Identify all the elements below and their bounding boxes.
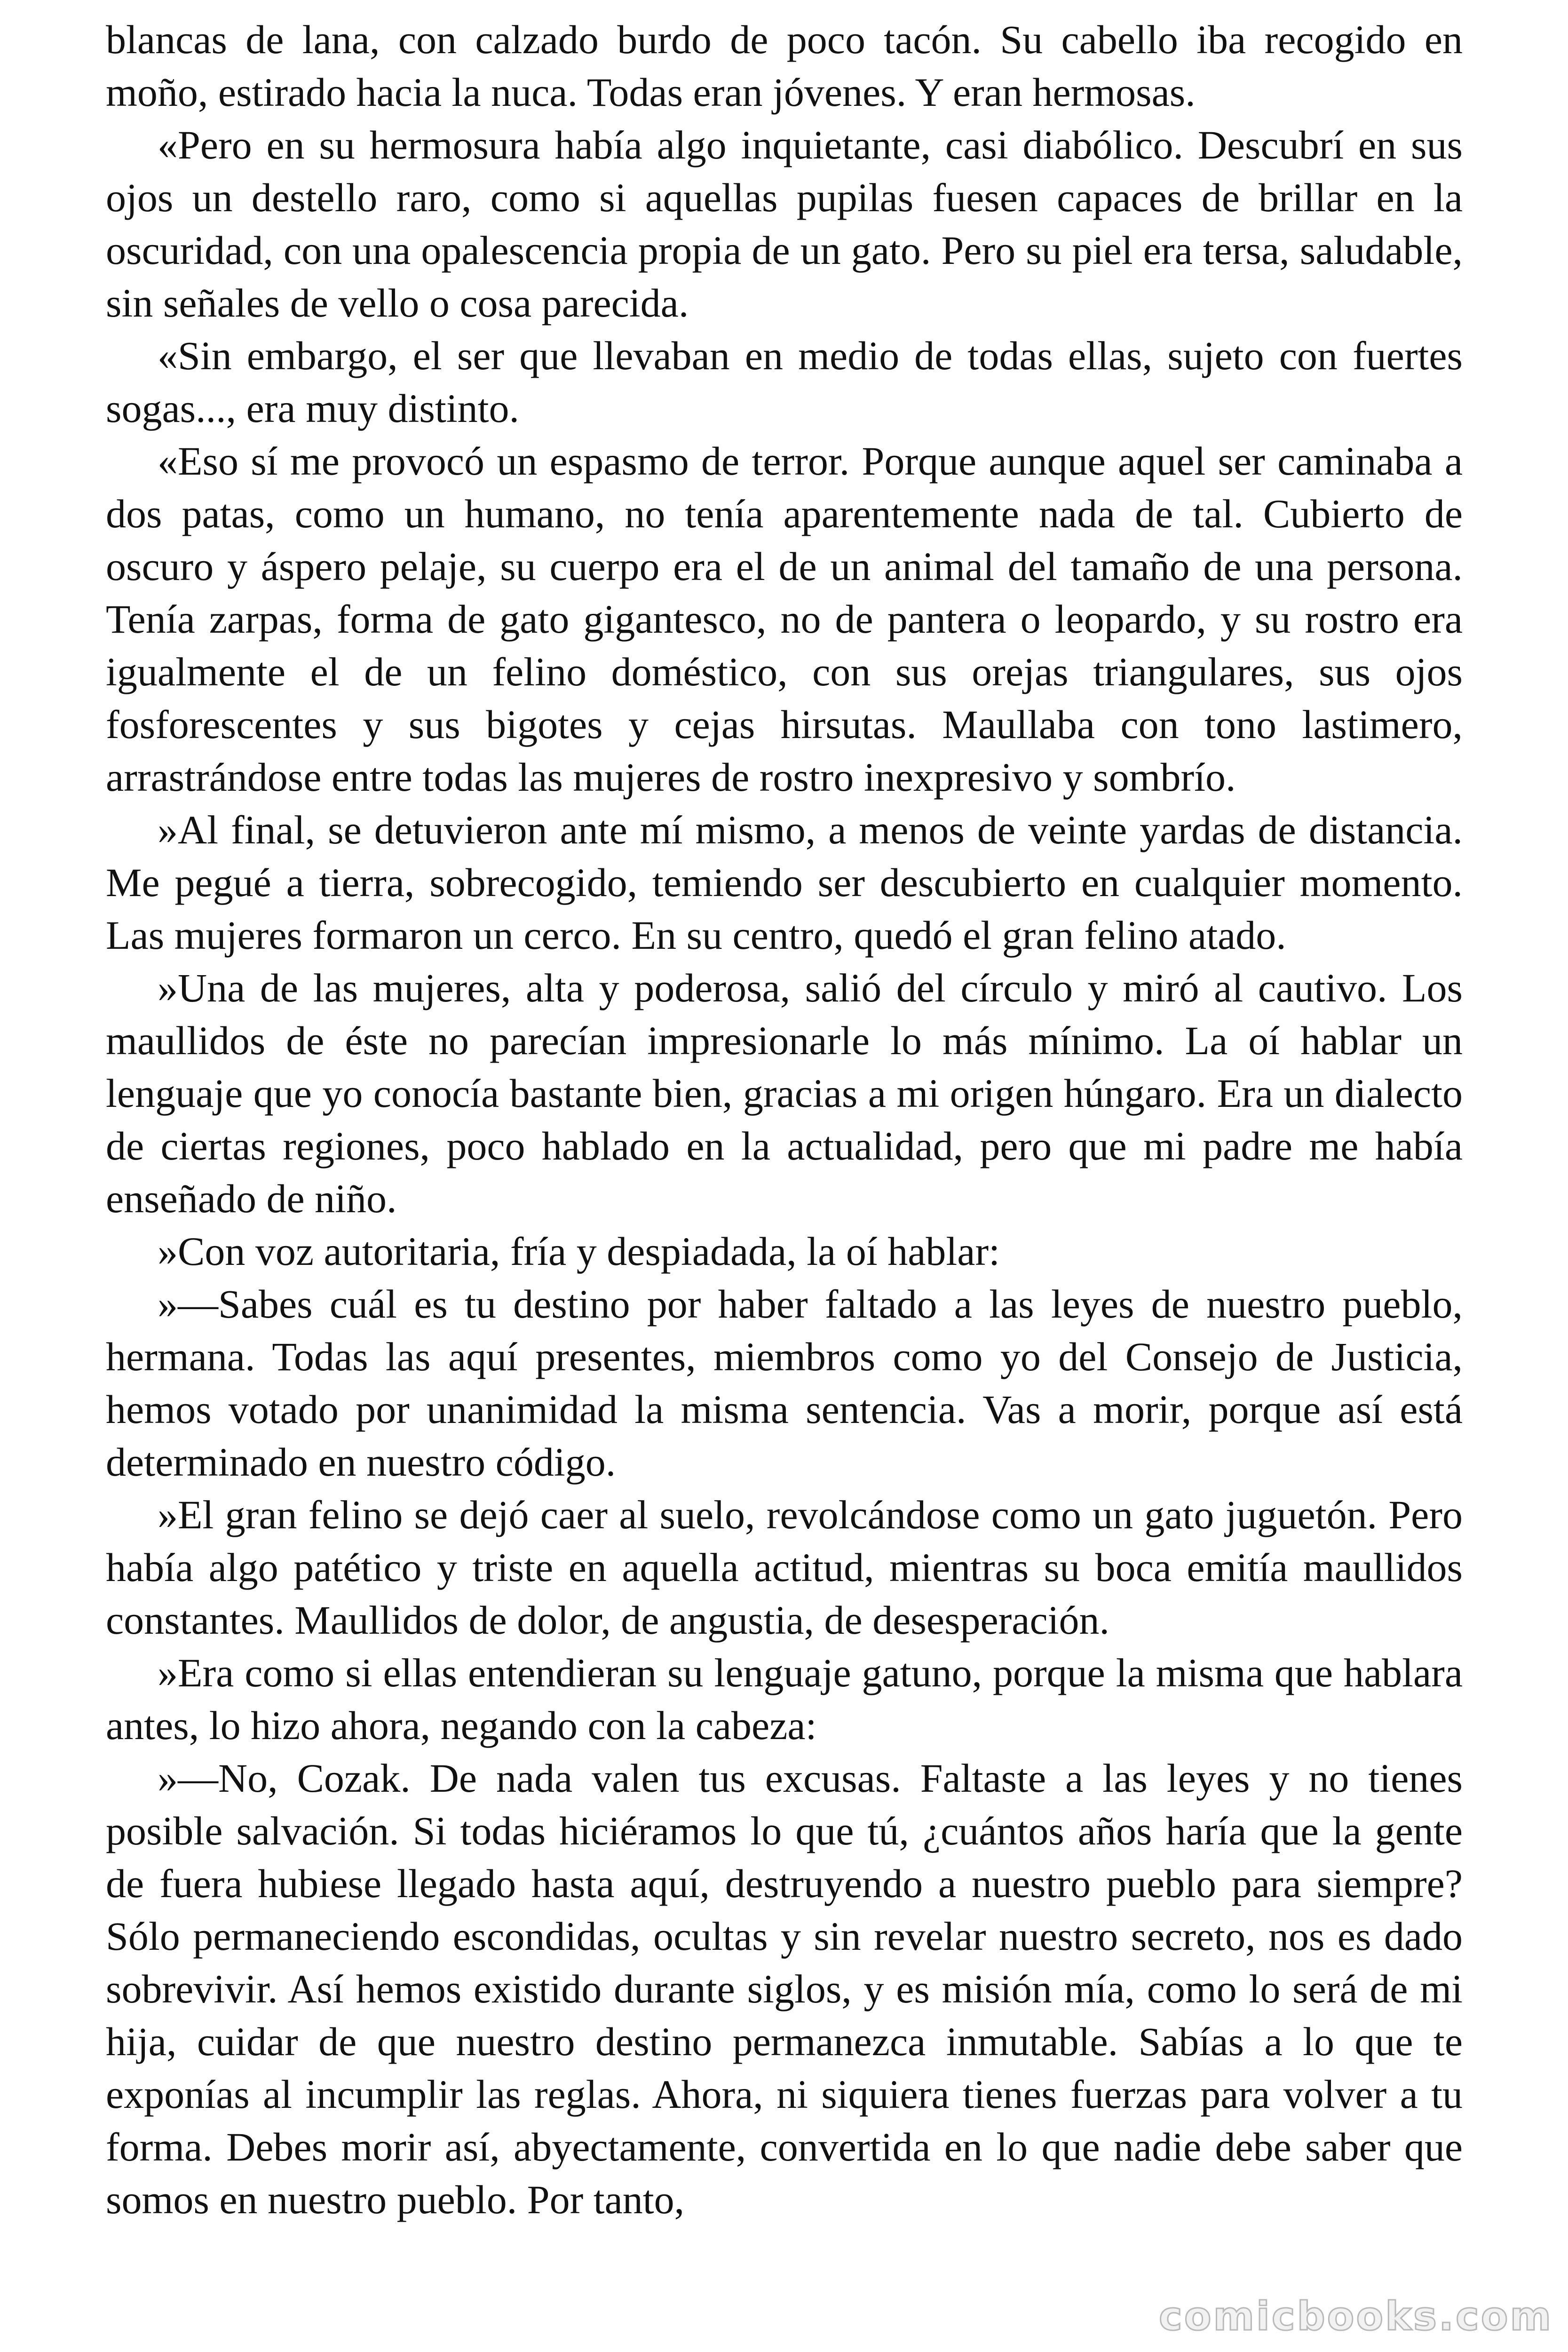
paragraph-continuation: blancas de lana, con calzado burdo de poco tacón. Su cabello iba recogido en moño, estirado hacia la nuca. Todas eran jóvenes. Y eran hermosas. — [106, 17, 1463, 115]
paragraph: «Sin embargo, el ser que llevaban en medio de todas ellas, sujeto con fuertes sogas..., era muy distinto. — [106, 333, 1463, 431]
paragraph: «Pero en su hermosura había algo inquietante, casi diabólico. Descubrí en sus ojos un destello raro, como si aquellas pupilas fuesen capaces de brillar en la oscuridad, con una opalescencia propia de un gato. Pero su piel era tersa, saludable, sin señales de vello o cosa parecida. — [106, 122, 1463, 326]
paragraph: »Al final, se detuvieron ante mí mismo, a menos de veinte yardas de distancia. Me pegué a tierra, sobrecogido, temiendo ser descubierto en cualquier momento. Las mujeres formaron un cerco. En su centro, quedó el gran felino atado. — [106, 807, 1463, 958]
paragraph: »Era como si ellas entendieran su lenguaje gatuno, porque la misma que hablara antes, lo hizo ahora, negando con la cabeza: — [106, 1650, 1463, 1748]
paragraph: »El gran felino se dejó caer al suelo, revolcándose como un gato juguetón. Pero había algo patético y triste en aquella actitud, mientras su boca emitía maullidos constantes. Maullidos de dolor, de angustia, de desesperación. — [106, 1492, 1463, 1643]
paragraph: »—Sabes cuál es tu destino por haber faltado a las leyes de nuestro pueblo, hermana. Todas las aquí presentes, miembros como yo del Consejo de Justicia, hemos votado por unanimidad la misma sentencia. Vas a morir, porque así está determinado en nuestro código. — [106, 1281, 1463, 1485]
paragraph: »Con voz autoritaria, fría y despiadada, la oí hablar: — [158, 1229, 1000, 1274]
body-text — [106, 13, 1463, 2226]
paragraph: »—No, Cozak. De nada valen tus excusas. Faltaste a las leyes y no tienes posible salvación. Si todas hiciéramos lo que tú, ¿cuántos años haría que la gente de fuera hubiese llegado hasta aquí, destruyendo a nuestro pueblo para siempre? Sólo permaneciendo escondidas, ocultas y sin revelar nuestro secreto, nos es dado sobrevivir. Así hemos existido durante siglos, y es misión mía, como lo será de mi hija, cuidar de que nuestro destino permanezca inmutable. Sabías a lo que te exponías al incumplir las reglas. Ahora, ni siquiera tienes fuerzas para volver a tu forma. Debes morir así, abyectamente, convertida en lo que nadie debe saber que somos en nuestro pueblo. Por tanto, — [106, 1756, 1463, 2222]
watermark-logo: comicbooks.com — [1159, 2293, 1553, 2339]
paragraph: «Eso sí me provocó un espasmo de terror. Porque aunque aquel ser caminaba a dos patas, como un humano, no tenía aparentemente nada de tal. Cubierto de oscuro y áspero pelaje, su cuerpo era el de un animal del tamaño de una persona. Tenía zarpas, forma de gato gigantesco, no de pantera o leopardo, y su rostro era igualmente el de un felino doméstico, con sus orejas triangulares, sus ojos fosforescentes y sus bigotes y cejas hirsutas. Maullaba con tono lastimero, arrastrándose entre todas las mujeres de rostro inexpresivo y sombrío. — [106, 438, 1463, 800]
paragraph: »Una de las mujeres, alta y poderosa, salió del círculo y miró al cautivo. Los maullidos de éste no parecían impresionarle lo más mínimo. La oí hablar un lenguaje que yo conocía bastante bien, gracias a mi origen húngaro. Era un dialecto de ciertas regiones, poco hablado en la actualidad, pero que mi padre me había enseñado de niño. — [106, 965, 1463, 1221]
